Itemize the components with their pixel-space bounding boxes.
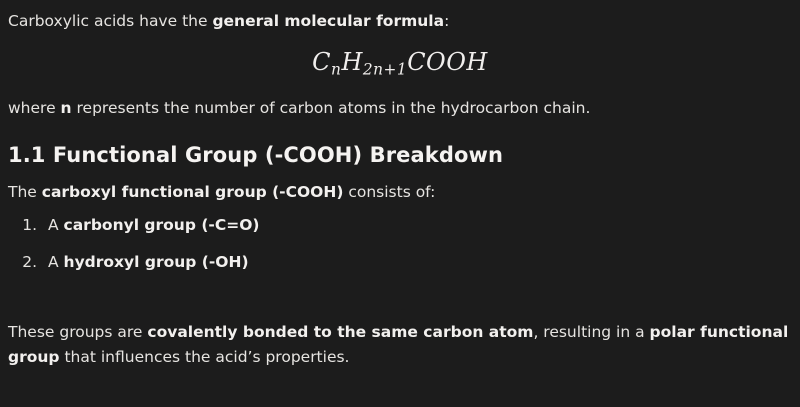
intro-bold-phrase: general molecular formula xyxy=(212,12,445,30)
list-item-prefix: A xyxy=(48,252,64,271)
formula-cooh-group: COOH xyxy=(407,48,488,77)
consists-bold-phrase: carboxyl functional group (-COOH) xyxy=(41,183,344,202)
list-item xyxy=(42,214,792,237)
intro-text-after: : xyxy=(444,12,450,30)
functional-group-list xyxy=(8,214,792,275)
formula-carbon-subscript: n xyxy=(331,60,342,79)
list-item-prefix: A xyxy=(48,215,64,234)
where-paragraph xyxy=(8,97,792,119)
intro-text-before: Carboxylic acids have the xyxy=(8,12,213,30)
consists-text-before: The xyxy=(8,183,42,202)
spacer xyxy=(8,288,792,302)
formula-hydrogen-symbol: H xyxy=(341,48,363,77)
closing-text-2: , resulting in a xyxy=(533,323,650,342)
where-bold-variable: n xyxy=(60,98,72,117)
closing-paragraph xyxy=(8,320,792,370)
formula-hydrogen-subscript: 2n+1 xyxy=(362,60,408,79)
closing-bold-1: covalently bonded to the same carbon atom xyxy=(147,323,534,342)
molecular-formula xyxy=(8,48,792,78)
section-heading: 1.1 Functional Group (-COOH) Breakdown xyxy=(8,143,504,168)
where-text-before: where xyxy=(8,98,61,117)
list-item-bold: hydroxyl group (-OH) xyxy=(63,252,249,271)
consists-text-after: consists of: xyxy=(343,183,436,202)
where-text-after: represents the number of carbon atoms in the hydrocarbon chain. xyxy=(71,98,591,117)
consists-paragraph xyxy=(8,181,792,203)
intro-paragraph xyxy=(8,10,792,32)
formula-carbon-symbol: C xyxy=(312,48,332,77)
closing-text-3: that influences the acid’s properties. xyxy=(59,348,350,367)
list-item xyxy=(42,251,792,274)
list-item-bold: carbonyl group (-C=O) xyxy=(63,215,260,234)
closing-bold-2: polar functional group xyxy=(8,323,789,367)
closing-text-1: These groups are xyxy=(8,323,148,342)
